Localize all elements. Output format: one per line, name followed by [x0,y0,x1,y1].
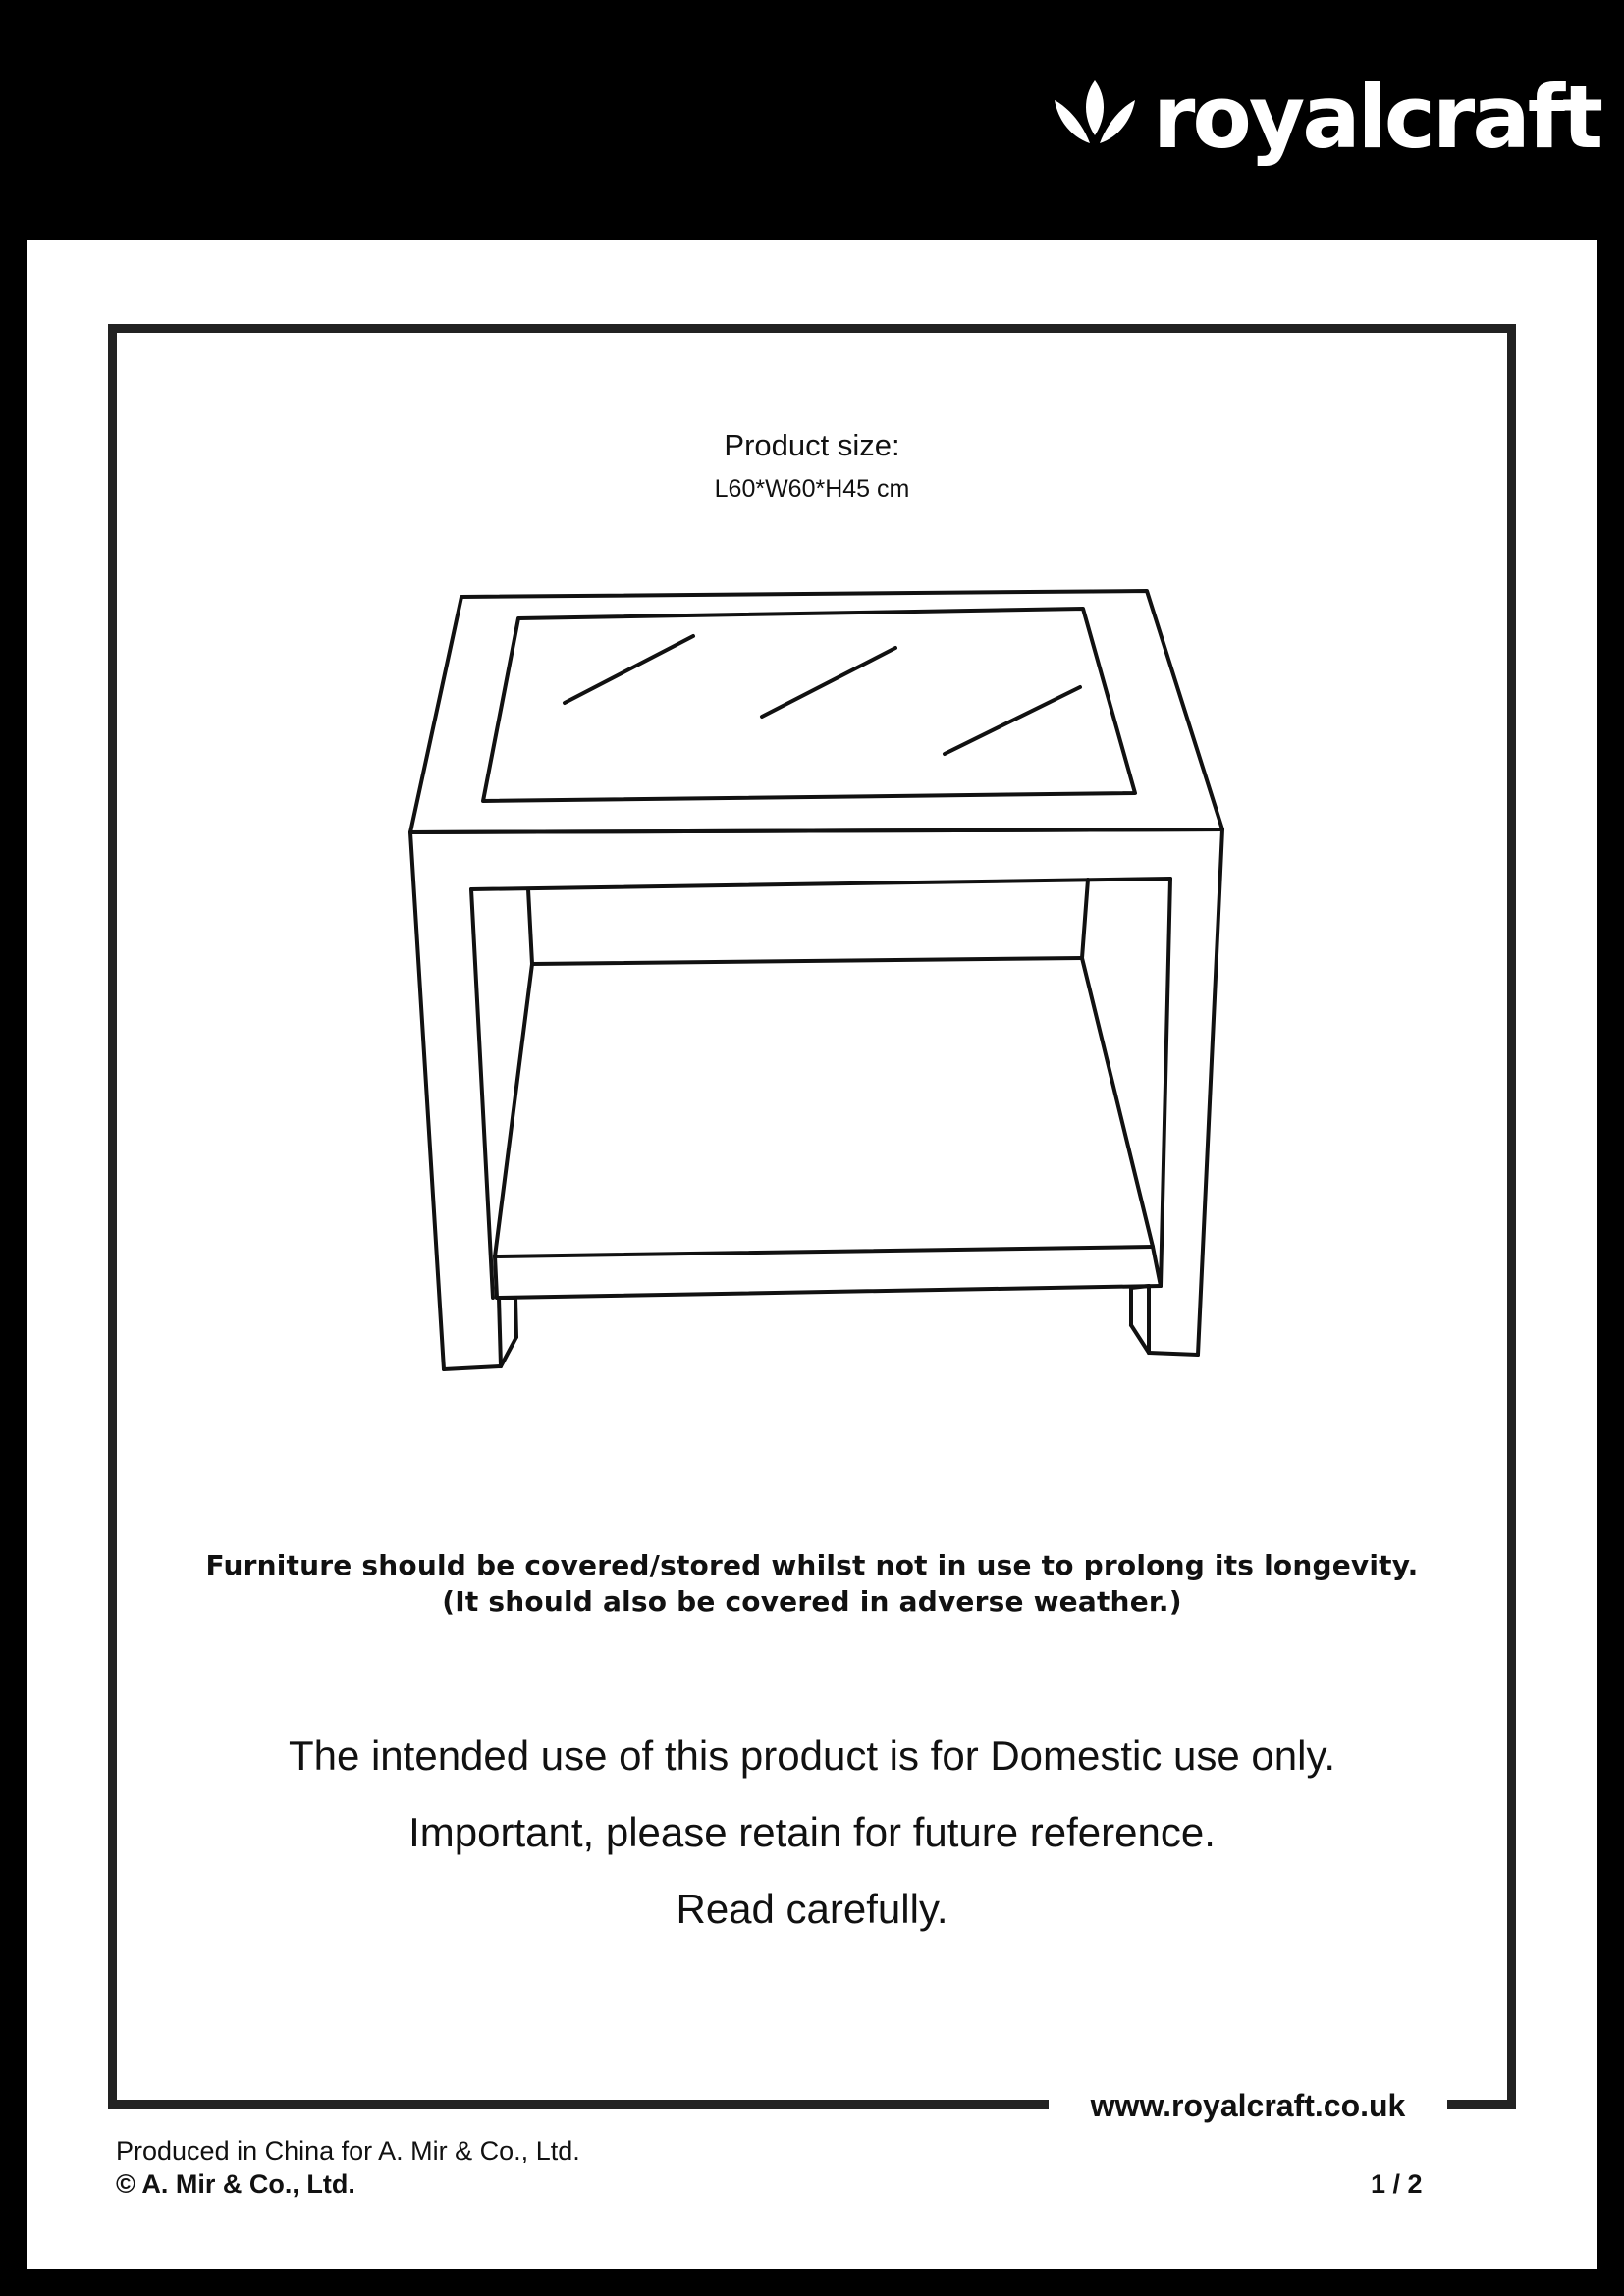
side-table-illustration [393,579,1237,1384]
glass-reflection-line [945,687,1080,754]
page-number: 1 / 2 [1371,2169,1423,2199]
read-note: Read carefully. [676,1886,948,1932]
brand-logo [1051,69,1600,167]
glass-reflection-line [565,636,693,703]
website-label-wrap [1049,2083,1447,2128]
care-instruction-line1: Furniture should be covered/stored whilst not in use to prolong its longevity. [205,1549,1419,1581]
product-size-label: Product size: [724,428,900,462]
brand-name: royalcraft [1153,67,1601,168]
website-link[interactable]: www.royalcraft.co.uk [1090,2087,1406,2123]
copyright-text: © A. Mir & Co., Ltd. [116,2169,355,2199]
product-dimensions: L60*W60*H45 cm [714,475,910,503]
header-bar [0,0,1624,240]
usage-note: The intended use of this product is for Domestic use only. [288,1733,1336,1779]
care-instruction-line2: (It should also be covered in adverse weather.) [442,1585,1182,1618]
crown-leaf-icon [1051,79,1139,157]
glass-reflection-line [762,648,895,717]
producer-text: Produced in China for A. Mir & Co., Ltd. [116,2136,580,2165]
retain-note: Important, please retain for future reference. [408,1809,1216,1855]
glass-panel [483,609,1135,801]
